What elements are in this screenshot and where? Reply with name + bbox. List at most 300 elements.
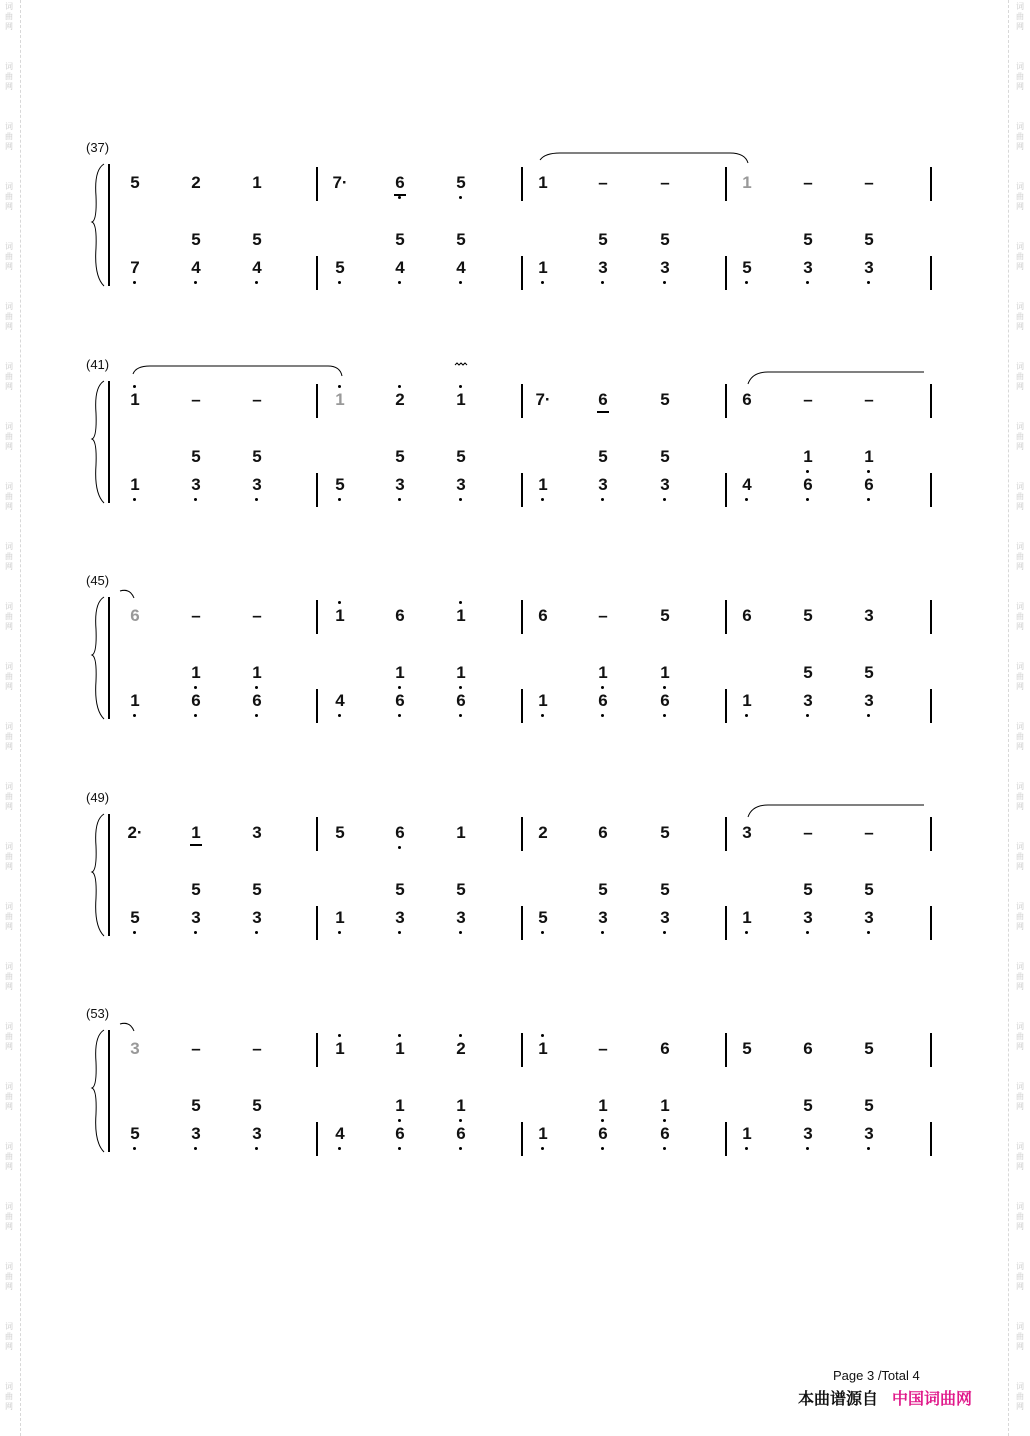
source-credit	[798, 1386, 972, 1409]
harmony-note: 5	[864, 663, 874, 682]
barline	[725, 1033, 727, 1067]
harmony-note: 1	[395, 1096, 405, 1115]
barline	[725, 473, 727, 507]
melody-note: –	[803, 823, 813, 842]
barline	[316, 689, 318, 723]
harmony-note: 5	[395, 880, 405, 899]
watermark-mark: 词 曲 网	[5, 62, 13, 91]
melody-note: 2	[395, 390, 405, 409]
barline	[930, 600, 932, 634]
octave-dot-above	[459, 1034, 462, 1037]
melody-note: –	[864, 390, 874, 409]
octave-dot-below	[255, 931, 258, 934]
melody-note: 1	[335, 1039, 345, 1058]
octave-dot-below	[806, 470, 809, 473]
tie-slur	[748, 372, 924, 384]
harmony-note: 5	[395, 447, 405, 466]
bass-note: 3	[395, 475, 405, 494]
bass-note: 3	[456, 908, 466, 927]
octave-dot-below	[133, 1147, 136, 1150]
harmony-note: 1	[252, 663, 262, 682]
harmony-note: 5	[191, 880, 201, 899]
octave-dot-below	[663, 1147, 666, 1150]
melody-note: –	[598, 173, 608, 192]
watermark-mark: 词 曲 网	[5, 122, 13, 151]
octave-dot-below	[398, 281, 401, 284]
watermark-mark: 词 曲 网	[1016, 1382, 1024, 1411]
octave-dot-below	[806, 714, 809, 717]
melody-note: 2·	[127, 823, 143, 842]
octave-dot-below	[338, 714, 341, 717]
octave-dot-above	[398, 385, 401, 388]
barline	[930, 689, 932, 723]
melody-note: 3	[864, 606, 874, 625]
harmony-note: 5	[660, 230, 670, 249]
system-start-line	[108, 814, 110, 936]
melody-note: 3	[742, 823, 752, 842]
bass-note: 6	[598, 1124, 608, 1143]
bass-note: 1	[538, 691, 548, 710]
octave-dot-below	[601, 498, 604, 501]
octave-dot-below	[398, 498, 401, 501]
octave-dot-below	[867, 931, 870, 934]
melody-note: 5	[803, 606, 813, 625]
melody-note: –	[864, 823, 874, 842]
bass-note: 5	[742, 258, 752, 277]
octave-dot-below	[398, 1147, 401, 1150]
harmony-note: 1	[864, 447, 874, 466]
bass-note: 3	[803, 258, 813, 277]
watermark-mark: 词 曲 网	[1016, 842, 1024, 871]
octave-dot-below	[867, 281, 870, 284]
bass-note: 3	[864, 908, 874, 927]
watermark-mark: 词 曲 网	[5, 482, 13, 511]
grand-staff-brace	[92, 381, 104, 503]
octave-dot-below	[541, 1147, 544, 1150]
octave-dot-below	[133, 281, 136, 284]
watermark-mark: 词 曲 网	[1016, 1262, 1024, 1291]
bass-note: 1	[130, 691, 140, 710]
barline	[521, 600, 523, 634]
octave-dot-below	[459, 1119, 462, 1122]
barline	[930, 1122, 932, 1156]
melody-note: 7·	[332, 173, 348, 192]
melody-note: –	[660, 173, 670, 192]
watermark-mark: 词 曲 网	[5, 662, 13, 691]
bass-note: 3	[395, 908, 405, 927]
barline	[521, 384, 523, 418]
bass-note: 5	[130, 908, 140, 927]
score-system	[0, 790, 1030, 990]
watermark-mark: 词 曲 网	[5, 722, 13, 751]
octave-dot-below	[255, 498, 258, 501]
harmony-note: 5	[803, 230, 813, 249]
octave-dot-below	[601, 281, 604, 284]
grand-staff-brace	[92, 1030, 104, 1152]
bass-note: 5	[335, 258, 345, 277]
bass-note: 4	[335, 1124, 345, 1143]
barline	[725, 689, 727, 723]
measure-number: (53)	[86, 1006, 110, 1021]
barline	[521, 1122, 523, 1156]
bass-note: 3	[864, 1124, 874, 1143]
melody-note: –	[252, 606, 262, 625]
bass-note: 4	[395, 258, 405, 277]
bass-note: 6	[660, 691, 670, 710]
octave-dot-below	[745, 714, 748, 717]
watermark-mark: 词 曲 网	[1016, 422, 1024, 451]
watermark-mark: 词 曲 网	[1016, 662, 1024, 691]
watermark-mark: 词 曲 网	[1016, 1142, 1024, 1171]
barline	[521, 689, 523, 723]
bass-note: 6	[395, 691, 405, 710]
octave-dot-below	[398, 686, 401, 689]
octave-dot-above	[459, 601, 462, 604]
measure-number: (49)	[86, 790, 110, 805]
octave-dot-below	[601, 1147, 604, 1150]
melody-note: 1	[252, 173, 262, 192]
harmony-note: 5	[191, 447, 201, 466]
harmony-note: 5	[598, 880, 608, 899]
octave-dot-below	[806, 498, 809, 501]
tie-continuation	[120, 1023, 134, 1031]
melody-note: –	[191, 390, 201, 409]
octave-dot-below	[459, 498, 462, 501]
score-system	[0, 573, 1030, 773]
bass-note: 4	[456, 258, 466, 277]
watermark-mark: 词 曲 网	[1016, 362, 1024, 391]
watermark-mark: 词 曲 网	[5, 362, 13, 391]
harmony-note: 5	[252, 230, 262, 249]
harmony-note: 5	[456, 880, 466, 899]
octave-dot-below	[663, 931, 666, 934]
bass-note: 3	[864, 258, 874, 277]
melody-note: 6	[803, 1039, 813, 1058]
barline	[316, 906, 318, 940]
octave-dot-below	[398, 714, 401, 717]
octave-dot-below	[338, 281, 341, 284]
octave-dot-below	[867, 498, 870, 501]
melody-note: 5	[335, 823, 345, 842]
grand-staff-brace	[92, 597, 104, 719]
octave-dot-below	[806, 931, 809, 934]
octave-dot-below	[133, 714, 136, 717]
harmony-note: 1	[660, 1096, 670, 1115]
melody-note: 1	[335, 390, 345, 409]
barline	[521, 256, 523, 290]
bass-note: 3	[252, 908, 262, 927]
watermark-mark: 词 曲 网	[5, 1082, 13, 1111]
octave-dot-below	[255, 281, 258, 284]
eighth-underline	[394, 194, 406, 196]
octave-dot-below	[663, 498, 666, 501]
bass-note: 7	[130, 258, 140, 277]
octave-dot-below	[255, 714, 258, 717]
harmony-note: 5	[456, 447, 466, 466]
melody-note: 1	[130, 390, 140, 409]
harmony-note: 5	[803, 1096, 813, 1115]
harmony-note: 1	[395, 663, 405, 682]
barline	[725, 384, 727, 418]
melody-note: 7·	[535, 390, 551, 409]
melody-note: 1	[538, 1039, 548, 1058]
harmony-note: 1	[598, 663, 608, 682]
octave-dot-below	[663, 1119, 666, 1122]
melody-note: 6	[598, 823, 608, 842]
octave-dot-below	[398, 196, 401, 199]
bass-note: 1	[742, 691, 752, 710]
harmony-note: 5	[598, 230, 608, 249]
bass-note: 6	[598, 691, 608, 710]
melody-note: 6	[395, 606, 405, 625]
octave-dot-below	[663, 686, 666, 689]
octave-dot-above	[459, 385, 462, 388]
harmony-note: 1	[456, 663, 466, 682]
octave-dot-below	[541, 714, 544, 717]
barline	[725, 817, 727, 851]
octave-dot-below	[338, 931, 341, 934]
watermark-mark: 词 曲 网	[5, 1022, 13, 1051]
watermark-mark: 词 曲 网	[5, 962, 13, 991]
system-start-line	[108, 1030, 110, 1152]
watermark-mark: 词 曲 网	[1016, 1202, 1024, 1231]
octave-dot-above	[541, 1034, 544, 1037]
barline	[930, 167, 932, 201]
system-start-line	[108, 381, 110, 503]
bass-note: 5	[130, 1124, 140, 1143]
watermark-mark: 词 曲 网	[1016, 122, 1024, 151]
octave-dot-below	[194, 714, 197, 717]
octave-dot-below	[194, 281, 197, 284]
octave-dot-below	[133, 931, 136, 934]
octave-dot-below	[663, 281, 666, 284]
octave-dot-below	[867, 470, 870, 473]
bass-note: 6	[864, 475, 874, 494]
watermark-mark: 词 曲 网	[1016, 722, 1024, 751]
harmony-note: 1	[191, 663, 201, 682]
melody-note: 1	[456, 606, 466, 625]
watermark-mark: 词 曲 网	[5, 1262, 13, 1291]
barline	[725, 167, 727, 201]
watermark-mark: 词 曲 网	[5, 1202, 13, 1231]
harmony-note: 5	[252, 880, 262, 899]
harmony-note: 5	[660, 447, 670, 466]
measure-number: (37)	[86, 140, 110, 155]
watermark-mark: 词 曲 网	[5, 1322, 13, 1351]
harmony-note: 1	[456, 1096, 466, 1115]
watermark-mark: 词 曲 网	[1016, 62, 1024, 91]
bass-note: 1	[742, 908, 752, 927]
watermark-mark: 词 曲 网	[5, 842, 13, 871]
melody-note: 2	[456, 1039, 466, 1058]
measure-number: (41)	[86, 357, 110, 372]
harmony-note: 1	[598, 1096, 608, 1115]
octave-dot-below	[867, 714, 870, 717]
melody-note: –	[191, 1039, 201, 1058]
bass-note: 1	[742, 1124, 752, 1143]
watermark-mark: 词 曲 网	[1016, 302, 1024, 331]
octave-dot-above	[398, 1034, 401, 1037]
harmony-note: 5	[395, 230, 405, 249]
watermark-mark: 词 曲 网	[5, 542, 13, 571]
octave-dot-below	[806, 281, 809, 284]
barline	[930, 1033, 932, 1067]
grand-staff-brace	[92, 814, 104, 936]
octave-dot-below	[194, 931, 197, 934]
source-label: 本曲谱源自	[798, 1389, 879, 1408]
harmony-note: 5	[864, 1096, 874, 1115]
octave-dot-below	[459, 196, 462, 199]
melody-note: 6	[538, 606, 548, 625]
bass-note: 3	[191, 908, 201, 927]
score-system	[0, 140, 1030, 340]
melody-note: 1	[335, 606, 345, 625]
watermark-mark: 词 曲 网	[1016, 962, 1024, 991]
watermark-mark: 词 曲 网	[5, 2, 13, 31]
bass-note: 6	[660, 1124, 670, 1143]
melody-note: 6	[742, 606, 752, 625]
watermark-mark: 词 曲 网	[5, 1142, 13, 1171]
barline	[521, 167, 523, 201]
bass-note: 1	[538, 1124, 548, 1143]
eighth-underline	[597, 411, 609, 413]
octave-dot-below	[255, 1147, 258, 1150]
harmony-note: 1	[803, 447, 813, 466]
system-start-line	[108, 597, 110, 719]
watermark-mark: 词 曲 网	[1016, 782, 1024, 811]
watermark-mark: 词 曲 网	[1016, 902, 1024, 931]
barline	[521, 473, 523, 507]
octave-dot-below	[541, 498, 544, 501]
bass-note: 4	[252, 258, 262, 277]
harmony-note: 5	[803, 663, 813, 682]
melody-note: –	[803, 390, 813, 409]
melody-note: –	[252, 390, 262, 409]
octave-dot-below	[133, 498, 136, 501]
octave-dot-below	[459, 714, 462, 717]
melody-note: 1	[395, 1039, 405, 1058]
octave-dot-below	[601, 931, 604, 934]
watermark-mark: 词 曲 网	[1016, 182, 1024, 211]
melody-note: 3	[252, 823, 262, 842]
octave-dot-below	[601, 1119, 604, 1122]
barline	[316, 473, 318, 507]
barline	[521, 817, 523, 851]
octave-dot-below	[194, 498, 197, 501]
octave-dot-below	[459, 281, 462, 284]
barline	[316, 167, 318, 201]
melody-note: 1	[742, 173, 752, 192]
octave-dot-below	[398, 846, 401, 849]
melody-note: 1	[456, 390, 466, 409]
melody-note: 6	[395, 823, 405, 842]
octave-dot-below	[194, 686, 197, 689]
octave-dot-below	[806, 1147, 809, 1150]
grand-staff-brace	[92, 164, 104, 286]
melody-note: 6	[598, 390, 608, 409]
bass-note: 3	[803, 1124, 813, 1143]
barline	[930, 384, 932, 418]
octave-dot-below	[867, 1147, 870, 1150]
octave-dot-below	[338, 1147, 341, 1150]
page-indicator: Page 3 /Total 4	[833, 1368, 920, 1383]
harmony-note: 5	[191, 230, 201, 249]
melody-note: 5	[130, 173, 140, 192]
system-start-line	[108, 164, 110, 286]
melody-note: 6	[742, 390, 752, 409]
barline	[316, 600, 318, 634]
bass-note: 5	[335, 475, 345, 494]
bass-note: 3	[598, 258, 608, 277]
bass-note: 3	[660, 475, 670, 494]
tie-slur	[748, 805, 924, 817]
bass-note: 6	[395, 1124, 405, 1143]
octave-dot-above	[338, 385, 341, 388]
watermark-mark: 词 曲 网	[1016, 542, 1024, 571]
tie-slur	[540, 153, 748, 163]
harmony-note: 5	[803, 880, 813, 899]
bass-note: 1	[538, 258, 548, 277]
eighth-underline	[190, 844, 202, 846]
melody-note: 5	[456, 173, 466, 192]
watermark-mark: 词 曲 网	[1016, 1082, 1024, 1111]
barline	[930, 256, 932, 290]
bass-note: 6	[803, 475, 813, 494]
harmony-note: 5	[252, 1096, 262, 1115]
melody-note: 3	[130, 1039, 140, 1058]
melody-note: 5	[660, 823, 670, 842]
barline	[930, 906, 932, 940]
watermark-mark: 词 曲 网	[5, 242, 13, 271]
harmony-note: 5	[660, 880, 670, 899]
bass-note: 6	[191, 691, 201, 710]
octave-dot-below	[663, 714, 666, 717]
octave-dot-below	[745, 281, 748, 284]
melody-note: 5	[742, 1039, 752, 1058]
bass-note: 3	[191, 475, 201, 494]
watermark-mark: 词 曲 网	[1016, 1022, 1024, 1051]
bass-note: 4	[191, 258, 201, 277]
octave-dot-above	[338, 601, 341, 604]
barline	[725, 906, 727, 940]
octave-dot-below	[601, 714, 604, 717]
barline	[316, 817, 318, 851]
bass-note: 3	[660, 258, 670, 277]
barline	[930, 817, 932, 851]
octave-dot-above	[338, 1034, 341, 1037]
melody-note: –	[598, 1039, 608, 1058]
watermark-mark: 词 曲 网	[1016, 2, 1024, 31]
source-site-link[interactable]: 中国词曲网	[892, 1389, 973, 1408]
melody-note: –	[598, 606, 608, 625]
bass-note: 6	[456, 691, 466, 710]
score-system	[0, 357, 1030, 557]
bass-note: 3	[252, 475, 262, 494]
melody-note: 2	[538, 823, 548, 842]
watermark-mark: 词 曲 网	[5, 602, 13, 631]
octave-dot-below	[459, 931, 462, 934]
score-system	[0, 1006, 1030, 1206]
tie-slur	[133, 366, 342, 376]
watermark-mark: 词 曲 网	[5, 902, 13, 931]
tie-continuation	[120, 590, 134, 598]
melody-note: 5	[864, 1039, 874, 1058]
bass-note: 6	[252, 691, 262, 710]
watermark-mark: 词 曲 网	[1016, 242, 1024, 271]
bass-note: 6	[456, 1124, 466, 1143]
melody-note: 6	[395, 173, 405, 192]
melody-note: 1	[538, 173, 548, 192]
